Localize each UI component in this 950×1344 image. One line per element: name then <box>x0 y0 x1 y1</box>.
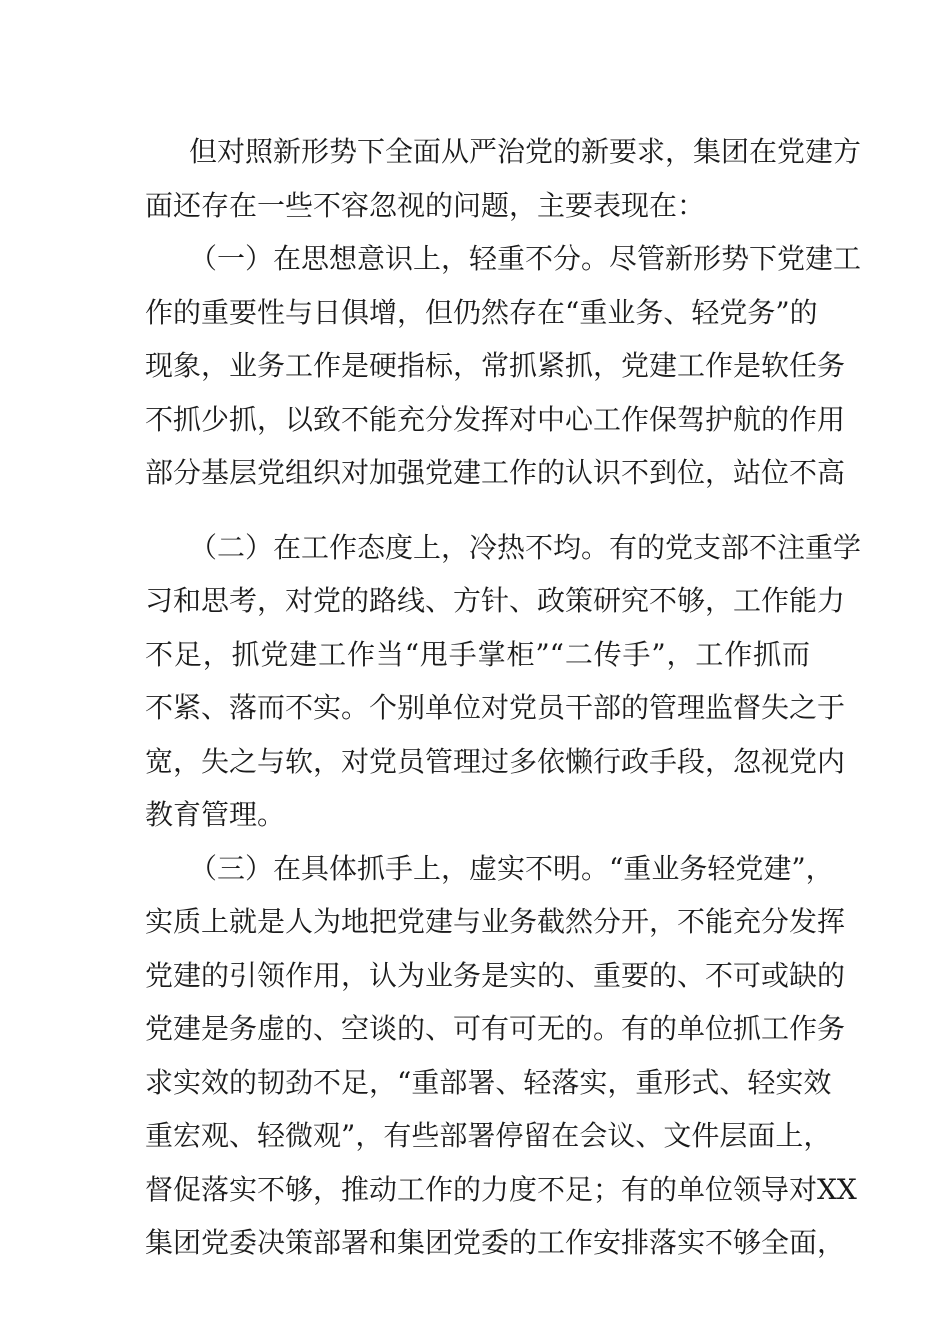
paragraph-section-2 <box>145 521 862 842</box>
document-body <box>145 125 862 1270</box>
paragraph-line: 习和思考，对党的路线、方针、政策研究不够，工作能力 <box>145 584 846 617</box>
paragraph-line: 不紧、落而不实。个别单位对党员干部的管理监督失之于 <box>145 691 846 724</box>
paragraph-section-3 <box>145 842 857 1270</box>
paragraph-line: 重宏观、轻微观”，有些部署停留在会议、文件层面上， <box>145 1119 832 1152</box>
paragraph-section-1 <box>145 232 862 500</box>
paragraph-line: （二）在工作态度上，冷热不均。有的党支部不注重学 <box>189 530 862 564</box>
paragraph-line: 现象，业务工作是硬指标，常抓紧抓，党建工作是软任务 <box>145 349 846 382</box>
paragraph-line: （一）在思想意识上，轻重不分。尽管新形势下党建工 <box>189 242 862 275</box>
paragraph-line: 集团党委决策部署和集团党委的工作安排落实不够全面， <box>145 1226 846 1259</box>
paragraph-line: 宽，失之与软，对党员管理过多依懒行政手段，忽视党内 <box>145 744 846 778</box>
paragraph-line: 但对照新形势下全面从严治党的新要求，集团在党建方 <box>189 135 862 168</box>
paragraph-line: 实质上就是人为地把党建与业务截然分开，不能充分发挥 <box>145 905 846 938</box>
paragraph-line: 部分基层党组织对加强党建工作的认识不到位，站位不高 <box>145 456 846 489</box>
paragraph-line: 督促落实不够，推动工作的力度不足；有的单位领导对XX <box>145 1172 857 1206</box>
paragraph-line: 不足，抓党建工作当“甩手掌柜”“二传手”，工作抓而 <box>145 637 810 671</box>
paragraph-line: 教育管理。 <box>145 798 286 831</box>
paragraph-line: 党建的引领作用，认为业务是实的、重要的、不可或缺的 <box>145 958 846 992</box>
paragraph-line: （三）在具体抓手上，虚实不明。“重业务轻党建”， <box>189 851 834 885</box>
paragraph-gap <box>145 500 810 521</box>
paragraph-line: 求实效的韧劲不足，“重部署、轻落实，重形式、轻实效 <box>145 1065 832 1099</box>
paragraph-line: 党建是务虚的、空谈的、可有可无的。有的单位抓工作务 <box>145 1012 846 1045</box>
paragraph-line: 作的重要性与日俱增，但仍然存在“重业务、轻党务”的 <box>145 295 818 329</box>
paragraph-line: 面还存在一些不容忽视的问题，主要表现在： <box>145 188 706 222</box>
paragraph-line: 不抓少抓，以致不能充分发挥对中心工作保驾护航的作用 <box>145 402 846 436</box>
paragraph-intro <box>145 125 862 232</box>
